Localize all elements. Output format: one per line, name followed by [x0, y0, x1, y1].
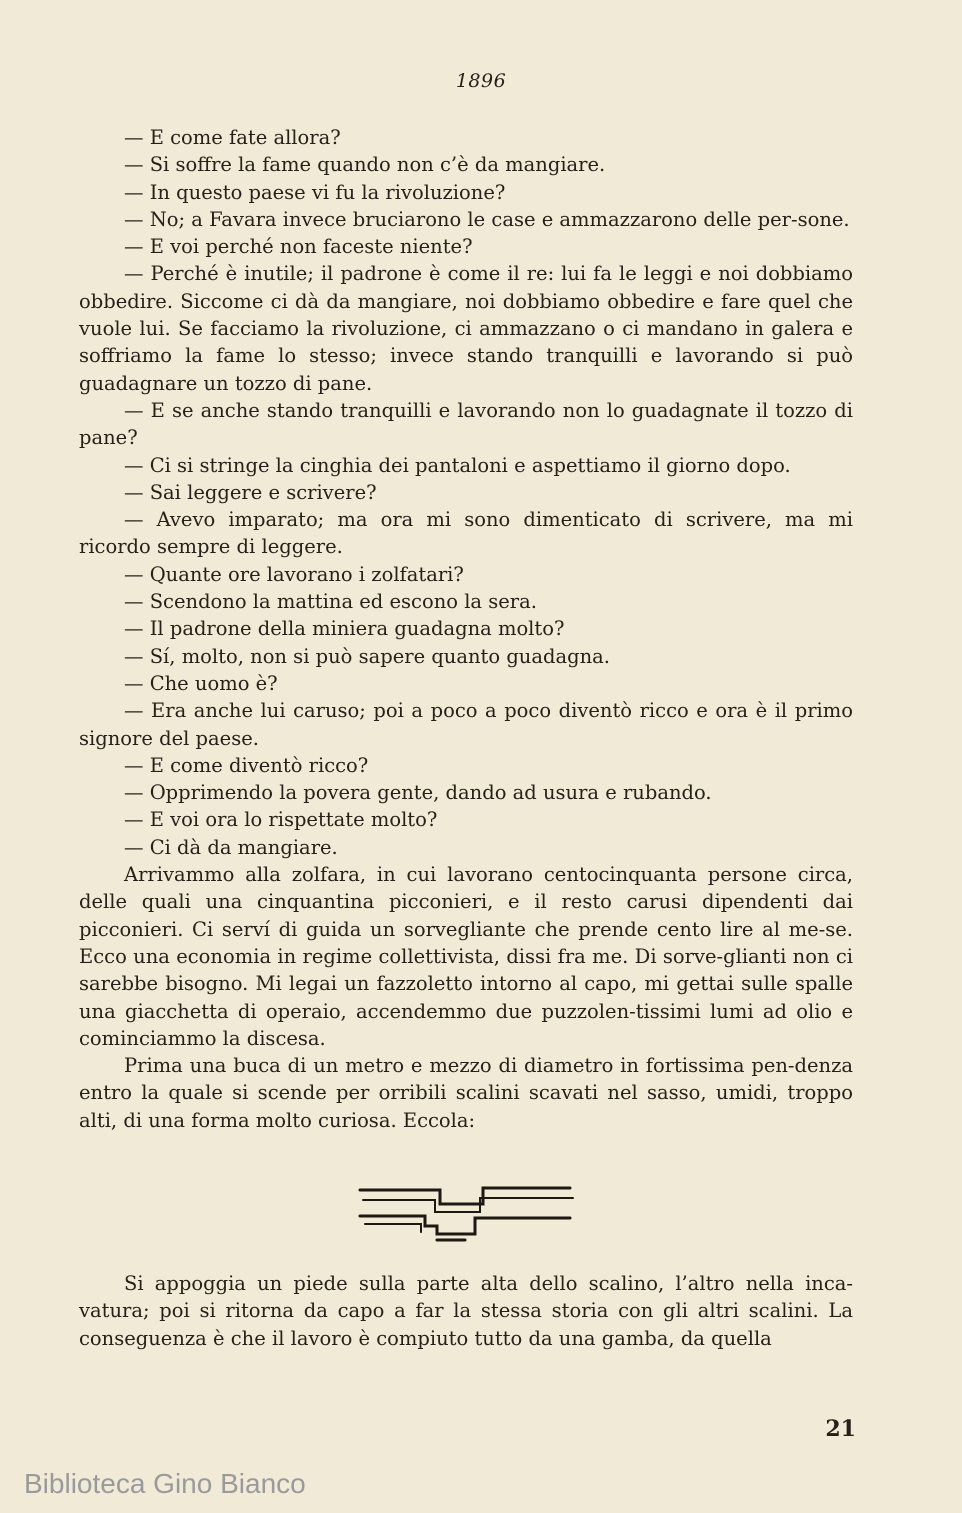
page-text	[79, 124, 853, 1134]
paragraph: — Era anche lui caruso; poi a poco a poco diventò ricco e ora è il primo signore del paese.	[79, 699, 853, 750]
paragraph: — Sai leggere e scrivere?	[124, 480, 377, 504]
paragraph: — Quante ore lavorano i zolfatari?	[124, 562, 464, 586]
paragraph: — E voi ora lo rispettate molto?	[124, 808, 438, 832]
paragraph: Arrivammo alla zolfara, in cui lavorano centocinquanta persone circa, delle quali una cinquantina picconieri, e il resto carusi dipendenti dai picconieri. Ci serví di guida un sorvegliante che prende cento lire al me-se. Ecco una economia in regime collettivista, dissi fra me. Di sorve-glianti non ci sarebbe bisogno. Mi legai un fazzoletto intorno al capo, mi gettai sulle spalle una giacchetta di operaio, accendemmo due puzzolen-tissimi lumi ad olio e cominciammo la discesa.	[79, 863, 853, 1050]
stair-steps-drawing	[355, 1178, 575, 1248]
paragraph: Si appoggia un piede sulla parte alta dello scalino, l’altro nella inca-vatura; poi si ritorna da capo a far la stessa storia con gli altri scalini. La conseguenza è che il lavoro è compiuto tutto da una gamba, da quella	[79, 1272, 853, 1350]
page-number: 21	[825, 1416, 856, 1442]
paragraph: — Che uomo è?	[124, 671, 278, 695]
stair-steps-figure	[355, 1178, 575, 1248]
paragraph: — E voi perché non faceste niente?	[124, 235, 473, 259]
paragraph: — Sí, molto, non si può sapere quanto guadagna.	[124, 644, 610, 668]
page-header-year: 1896	[455, 70, 507, 92]
paragraph: — Perché è inutile; il padrone è come il re: lui fa le leggi e noi dobbiamo obbedire. Siccome ci dà da mangiare, noi dobbiamo obbedire e fare quel che vuole lui. Se facciamo la rivoluzione, ci ammazzano o ci mandano in galera e soffriamo la fame lo stesso; invece stando tranquilli e lavorando si può guadagnare un tozzo di pane.	[79, 262, 853, 395]
paragraph: — E come fate allora?	[124, 126, 341, 149]
paragraph: — No; a Favara invece bruciarono le case e ammazzarono delle per-sone.	[124, 207, 850, 231]
paragraph: — E se anche stando tranquilli e lavorando non lo guadagnate il tozzo di pane?	[79, 398, 853, 450]
paragraph: — Opprimendo la povera gente, dando ad usura e rubando.	[124, 781, 712, 805]
page-text-continued	[79, 1270, 853, 1352]
library-watermark: Biblioteca Gino Bianco	[24, 1468, 306, 1499]
paragraph: — E come diventò ricco?	[124, 753, 369, 777]
paragraph: — Si soffre la fame quando non c’è da mangiare.	[124, 153, 606, 177]
paragraph: — Avevo imparato; ma ora mi sono dimenticato di scrivere, ma mi ricordo sempre di leggere.	[79, 508, 853, 559]
paragraph: — Ci dà da mangiare.	[124, 835, 338, 859]
paragraph: — In questo paese vi fu la rivoluzione?	[124, 180, 506, 204]
paragraph: — Il padrone della miniera guadagna molto?	[124, 617, 565, 641]
paragraph: — Scendono la mattina ed escono la sera.	[124, 590, 537, 614]
paragraph: — Ci si stringe la cinghia dei pantaloni e aspettiamo il giorno dopo.	[124, 453, 791, 477]
paragraph: Prima una buca di un metro e mezzo di diametro in fortissima pen-denza entro la quale si scende per orribili scalini scavati nel sasso, umidi, troppo alti, di una forma molto curiosa. Eccola:	[79, 1054, 853, 1132]
